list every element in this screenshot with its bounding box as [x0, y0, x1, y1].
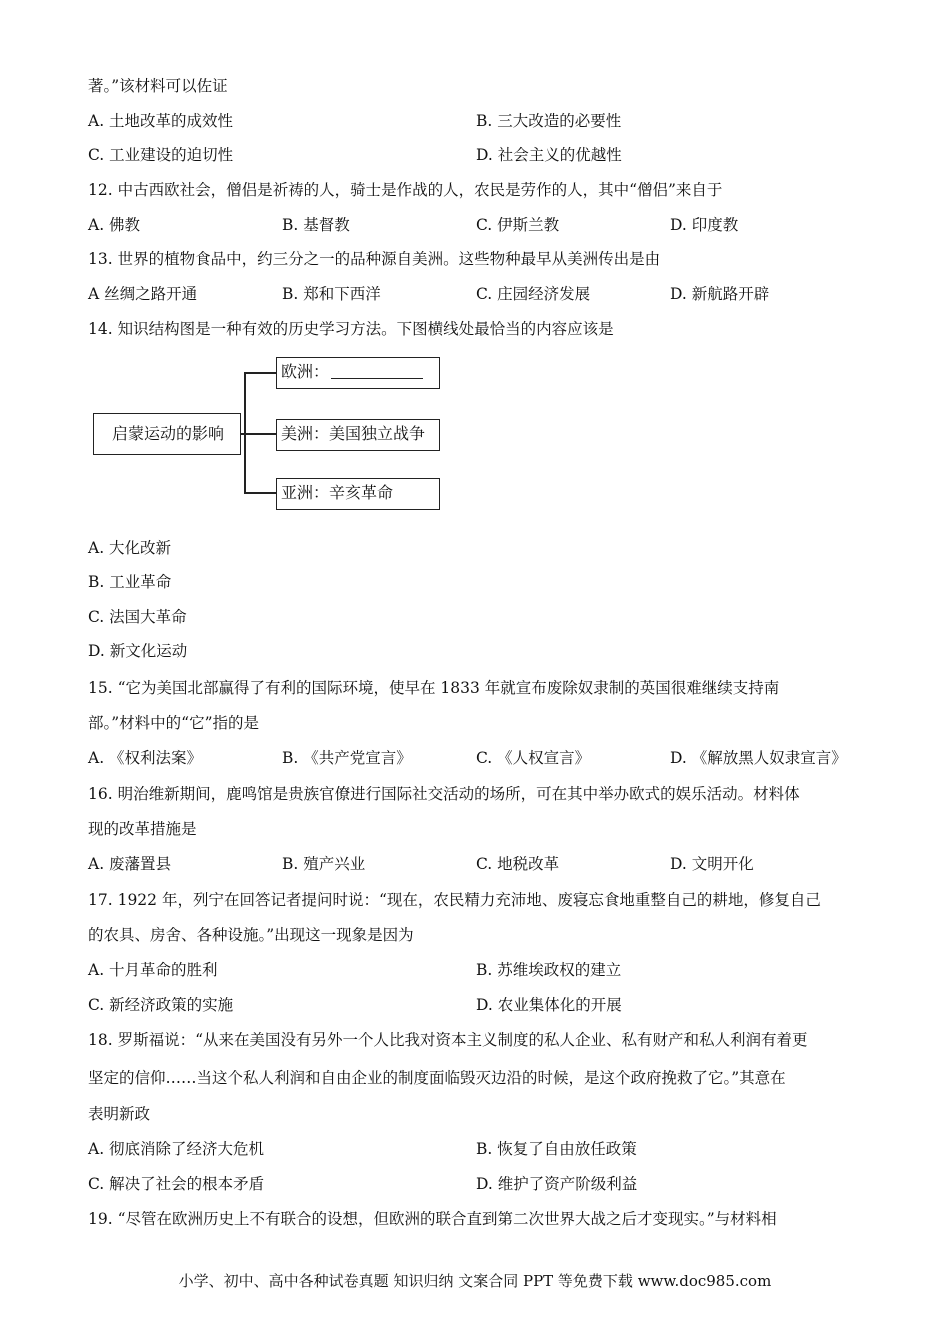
- q17-option-b[interactable]: B. 苏维埃政权的建立: [476, 961, 622, 979]
- q11-option-c[interactable]: C. 工业建设的迫切性: [88, 146, 234, 164]
- q17-stem-line1: 17. 1922 年，列宁在回答记者提问时说：“现在，农民精力充沛地、废寝忘食地重整自己的耕地，修复自己: [88, 891, 821, 909]
- q14-option-d[interactable]: D. 新文化运动: [88, 642, 188, 660]
- q13-stem: 13. 世界的植物食品中，约三分之一的品种源自美洲。这些物种最早从美洲传出是由: [88, 250, 661, 268]
- q12-option-a[interactable]: A. 佛教: [88, 216, 141, 234]
- q16-stem-line2: 现的改革措施是: [88, 820, 197, 838]
- q12-option-b[interactable]: B. 基督教: [282, 216, 350, 234]
- q18-stem-line1: 18. 罗斯福说：“从来在美国没有另外一个人比我对资本主义制度的私人企业、私有财产和私人利润有着更: [88, 1031, 808, 1049]
- q16-option-c[interactable]: C. 地税改革: [476, 855, 560, 873]
- diagram-europe-box: [276, 357, 440, 389]
- q19-stem-line1: 19. “尽管在欧洲历史上不有联合的设想，但欧洲的联合直到第二次世界大战之后才变现实。”与材料相: [88, 1210, 777, 1228]
- q18-option-a[interactable]: A. 彻底消除了经济大危机: [88, 1140, 265, 1158]
- diagram-america-box: [276, 419, 440, 451]
- q16-option-a[interactable]: A. 废藩置县: [88, 855, 172, 873]
- q16-stem-line1: 16. 明治维新期间，鹿鸣馆是贵族官僚进行国际社交活动的场所，可在其中举办欧式的娱乐活动。材料体: [88, 785, 800, 803]
- connector: [244, 372, 276, 374]
- q14-option-c[interactable]: C. 法国大革命: [88, 608, 187, 626]
- knowledge-structure-diagram: [90, 360, 450, 515]
- q17-stem-line2: 的农具、房舍、各种设施。”出现这一现象是因为: [88, 926, 414, 944]
- q11-stem-tail: 著。”该材料可以佐证: [88, 77, 228, 95]
- diagram-america-label: 美洲：美国独立战争: [281, 424, 426, 443]
- q14-option-a[interactable]: A. 大化改新: [88, 539, 172, 557]
- q18-option-d[interactable]: D. 维护了资产阶级利益: [476, 1175, 638, 1193]
- q17-option-c[interactable]: C. 新经济政策的实施: [88, 996, 234, 1014]
- q14-option-b[interactable]: B. 工业革命: [88, 573, 172, 591]
- q18-option-b[interactable]: B. 恢复了自由放任政策: [476, 1140, 637, 1158]
- q18-option-c[interactable]: C. 解决了社会的根本矛盾: [88, 1175, 265, 1193]
- q13-option-b[interactable]: B. 郑和下西洋: [282, 285, 381, 303]
- q17-option-a[interactable]: A. 十月革命的胜利: [88, 961, 218, 979]
- diagram-root-label: 启蒙运动的影响: [112, 424, 225, 443]
- q18-stem-line2: 坚定的信仰……当这个私人利润和自由企业的制度面临毁灭边沿的时候，是这个政府挽救了它。”其意在: [88, 1069, 786, 1087]
- page-footer: 小学、初中、高中各种试卷真题 知识归纳 文案合同 PPT 等免费下载 www.doc985.com: [178, 1272, 772, 1290]
- answer-blank[interactable]: [331, 362, 423, 379]
- q15-stem-line1: 15. “它为美国北部赢得了有利的国际环境，使早在 1833 年就宣布废除奴隶制的英国很难继续支持南: [88, 679, 780, 697]
- q12-option-c[interactable]: C. 伊斯兰教: [476, 216, 560, 234]
- q11-option-b[interactable]: B. 三大改造的必要性: [476, 112, 622, 130]
- q13-option-a[interactable]: A 丝绸之路开通: [88, 285, 198, 303]
- q15-option-a[interactable]: A. 《权利法案》: [88, 749, 203, 767]
- connector: [244, 372, 246, 492]
- diagram-root-box: [93, 413, 241, 455]
- connector: [244, 433, 276, 435]
- q18-stem-line3: 表明新政: [88, 1105, 151, 1123]
- diagram-asia-box: [276, 478, 440, 510]
- q17-option-d[interactable]: D. 农业集体化的开展: [476, 996, 622, 1014]
- q12-option-d[interactable]: D. 印度教: [670, 216, 739, 234]
- q13-option-c[interactable]: C. 庄园经济发展: [476, 285, 591, 303]
- diagram-europe-label: 欧洲：: [281, 362, 330, 381]
- q16-option-b[interactable]: B. 殖产兴业: [282, 855, 366, 873]
- q15-option-b[interactable]: B. 《共产党宣言》: [282, 749, 412, 767]
- q12-stem: 12. 中古西欧社会，僧侣是祈祷的人，骑士是作战的人，农民是劳作的人，其中“僧侣”来自于: [88, 181, 723, 199]
- q14-stem: 14. 知识结构图是一种有效的历史学习方法。下图横线处最恰当的内容应该是: [88, 320, 614, 338]
- q13-option-d[interactable]: D. 新航路开辟: [670, 285, 770, 303]
- q15-option-d[interactable]: D. 《解放黑人奴隶宣言》: [670, 749, 847, 767]
- connector: [244, 492, 276, 494]
- q11-option-a[interactable]: A. 土地改革的成效性: [88, 112, 234, 130]
- q15-option-c[interactable]: C. 《人权宣言》: [476, 749, 591, 767]
- q16-option-d[interactable]: D. 文明开化: [670, 855, 754, 873]
- q15-stem-line2: 部。”材料中的“它”指的是: [88, 714, 260, 732]
- q11-option-d[interactable]: D. 社会主义的优越性: [476, 146, 622, 164]
- diagram-asia-label: 亚洲：辛亥革命: [281, 483, 394, 502]
